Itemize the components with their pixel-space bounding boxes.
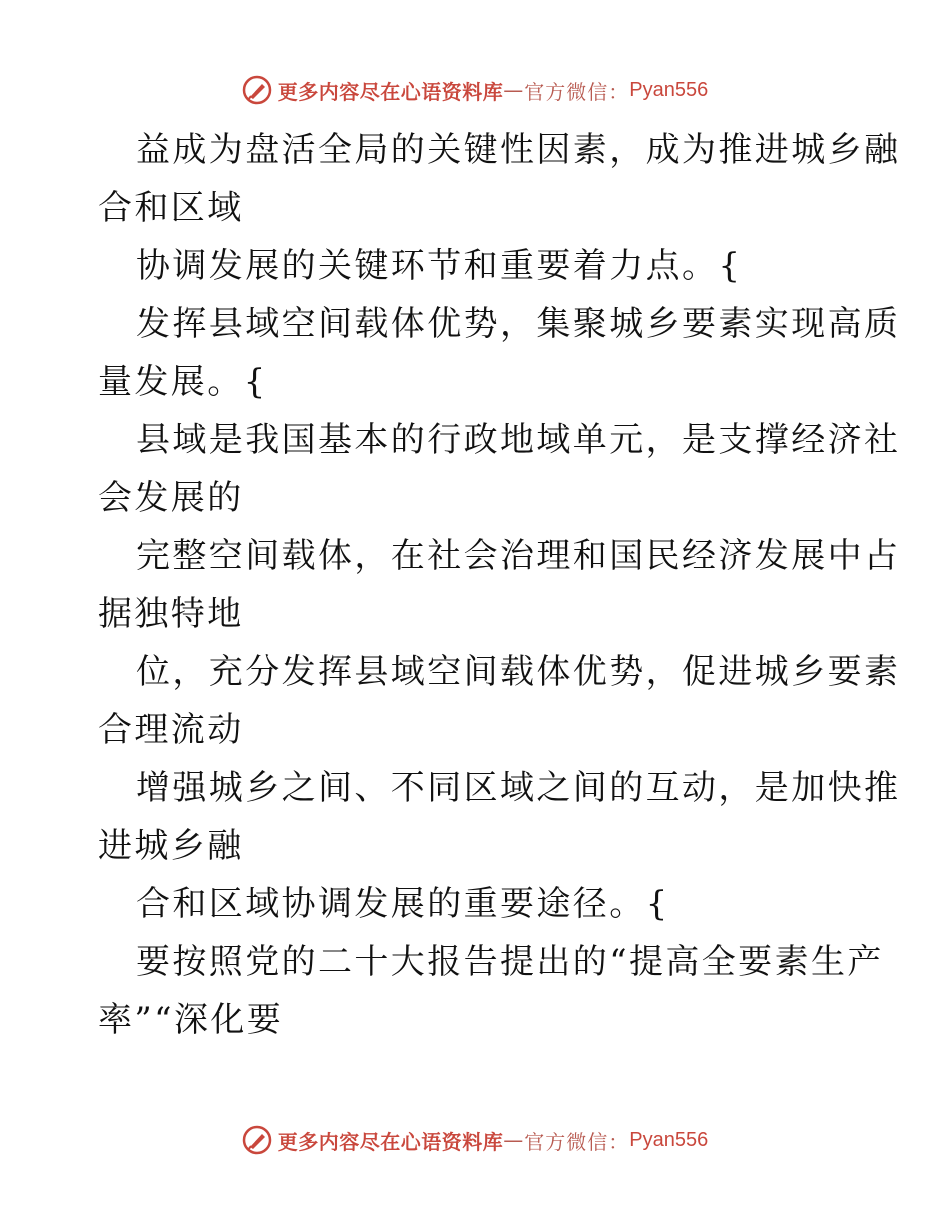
document-body xyxy=(98,121,901,1049)
watermark-sub: 官方微信： xyxy=(524,79,630,104)
text-line: 完整空间载体，在社会治理和国民经济发展中占 xyxy=(136,536,901,576)
text-line: 益成为盘活全局的关键性因素，成为推进城乡融 xyxy=(136,130,901,170)
text-line: 合和区域协调发展的重要途径。{ xyxy=(136,884,670,924)
text-line: 量发展。{ xyxy=(98,362,268,402)
watermark-sub: 官方微信： xyxy=(524,1129,630,1154)
watermark-id: Pyan556 xyxy=(629,1128,709,1151)
watermark-id: Pyan556 xyxy=(629,78,709,101)
text-line: 发挥县域空间载体优势，集聚城乡要素实现高质 xyxy=(136,304,901,344)
header-watermark xyxy=(0,70,950,110)
text-line: 进城乡融 xyxy=(98,826,244,866)
text-line: 率”“深化要 xyxy=(98,1000,284,1040)
text-line: 县域是我国基本的行政地域单元，是支撑经济社 xyxy=(136,420,901,460)
text-line: 会发展的 xyxy=(98,478,244,518)
text-line: 合和区域 xyxy=(98,188,244,228)
watermark-text: 更多内容尽在心语资料库 xyxy=(277,1129,504,1154)
watermark-text: 更多内容尽在心语资料库 xyxy=(277,79,504,104)
footer-watermark xyxy=(0,1120,950,1160)
quill-logo-icon xyxy=(242,75,272,105)
text-line: 增强城乡之间、不同区域之间的互动，是加快推 xyxy=(136,768,901,808)
quill-logo-icon xyxy=(242,1125,272,1155)
text-line: 位，充分发挥县域空间载体优势，促进城乡要素 xyxy=(136,652,901,692)
text-line: 合理流动 xyxy=(98,710,244,750)
text-line: 据独特地 xyxy=(98,594,244,634)
text-line: 协调发展的关键环节和重要着力点。{ xyxy=(136,246,743,286)
watermark-dash: — xyxy=(503,78,525,102)
text-line: 要按照党的二十大报告提出的“提高全要素生产 xyxy=(136,942,884,982)
watermark-dash: — xyxy=(503,1128,525,1152)
